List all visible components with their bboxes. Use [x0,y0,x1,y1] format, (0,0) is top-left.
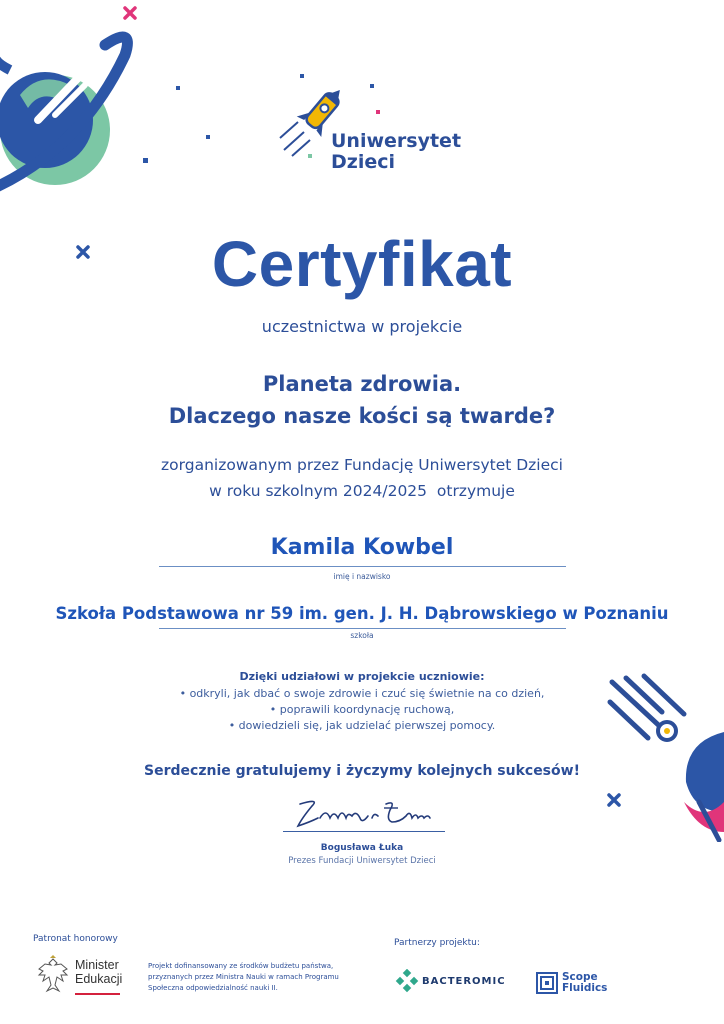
partner-scope-fluidics [562,972,607,994]
project-title [0,368,724,432]
organizer-text [0,452,724,504]
project-title-line2: Dlaczego nasze kości są twarde? [168,404,556,428]
funding-line1: Projekt dofinansowany ze środków budżetu państwa, [148,962,334,970]
funding-line2: przyznanych przez Ministra Nauki w ramach Programu [148,973,339,981]
achievements-heading: Dzięki udziałowi w projekcie uczniowie: [239,670,485,683]
organizer-line1: zorganizowanym przez Fundację Uniwersytet Dzieci [161,456,563,474]
logo-wordmark [331,131,461,173]
achievement-item: • poprawili koordynację ruchową, [269,703,455,716]
name-underline [159,566,566,567]
achievement-item: • dowiedzieli się, jak udzielać pierwszej pomocy. [228,719,496,732]
minister-red-bar [75,993,120,995]
signer-name: Bogusława Łuka [320,843,404,853]
school-name: Szkoła Podstawowa nr 59 im. gen. J. H. Dąbrowskiego w Poznaniu [55,604,669,623]
partners-label: Partnerzy projektu: [394,938,480,948]
funding-note [148,961,378,994]
congratulations-text: Serdecznie gratulujemy i życzymy kolejnych sukcesów! [144,763,580,779]
handwritten-signature [290,796,440,834]
scope-fluidics-logo-icon [536,972,558,994]
organizer-line2: w roku szkolnym 2024/2025 otrzymuje [209,482,515,500]
funding-line3: Społeczna odpowiedzialność nauki II. [148,984,278,992]
project-title-line1: Planeta zdrowia. [262,372,462,396]
bacteromic-logo-icon [395,969,419,993]
recipient-name: Kamila Kowbel [270,535,454,560]
school-underline [159,628,566,629]
minister-line1: Minister [75,958,119,972]
partner-bacteromic: BACTEROMIC [422,976,506,987]
achievement-item: • odkryli, jak dbać o swoje zdrowie i czuć się świetnie na co dzień, [179,687,545,700]
eagle-emblem-icon [35,955,71,995]
achievements-list [0,686,724,734]
name-label: imię i nazwisko [333,572,391,581]
signer-role: Prezes Fundacji Uniwersytet Dzieci [288,856,436,866]
logo-line1: Uniwersytet [331,130,462,152]
scope-line2: Fluidics [562,982,608,994]
signature-line [283,831,445,832]
star-cross-icon [122,5,138,21]
logo-line2: Dzieci [331,151,396,173]
minister-line2: Edukacji [75,972,123,986]
minister-logo-text [75,958,122,986]
planet-illustration [0,0,160,215]
scope-line1: Scope [562,971,598,983]
patronage-label: Patronat honorowy [33,934,118,944]
certificate-title: Certyfikat [211,228,513,300]
school-label: szkoła [350,631,374,640]
certificate-subtitle: uczestnictwa w projekcie [261,317,463,336]
